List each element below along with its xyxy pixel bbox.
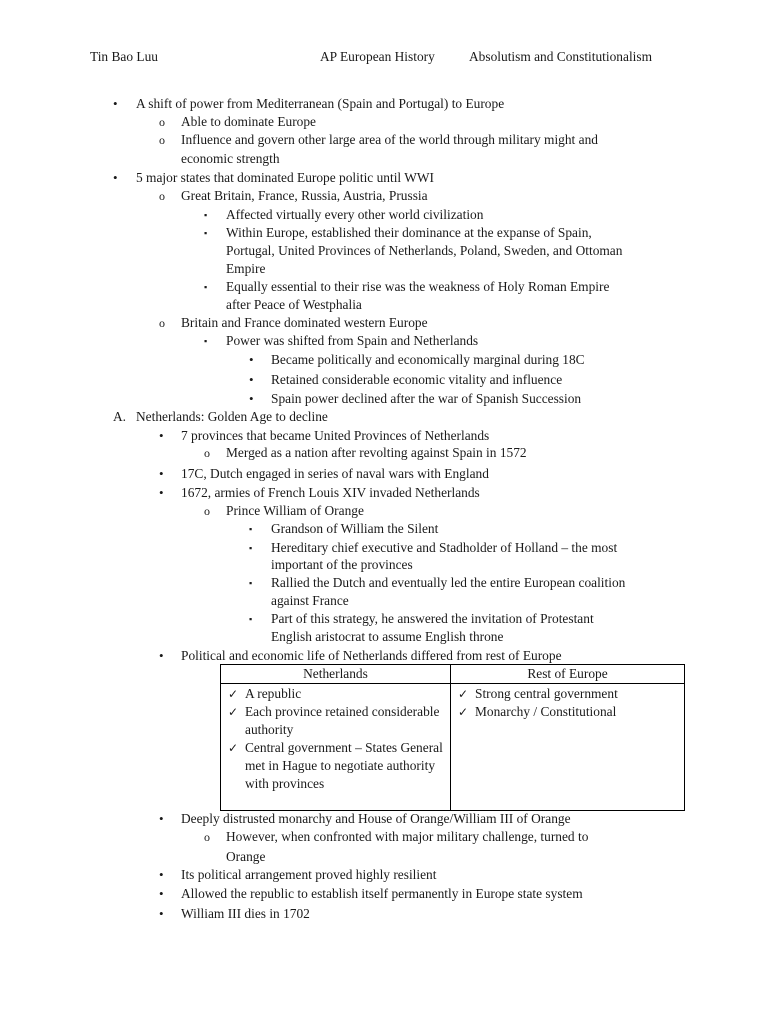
outline-item: Able to dominate Europe	[181, 114, 316, 129]
outline-item: Prince William of Orange	[226, 503, 364, 518]
outline-item: Its political arrangement proved highly resilient	[181, 867, 437, 882]
outline-item: Became politically and economically marginal during 18C	[271, 352, 585, 367]
course-name: AP European History	[320, 49, 435, 64]
table-header-rest-of-europe: Rest of Europe	[451, 665, 685, 684]
table-header-netherlands: Netherlands	[221, 665, 451, 684]
outline-item: William III dies in 1702	[181, 906, 310, 921]
bullet-marker: •	[249, 391, 254, 406]
section-label: A.	[113, 409, 127, 424]
checkmark-icon: ✓	[227, 687, 239, 701]
bullet-marker: •	[159, 906, 164, 921]
bullet-marker: •	[249, 352, 254, 367]
outline-item: Equally essential to their rise was the weakness of Holy Roman Empire	[226, 279, 610, 294]
bullet-marker: •	[113, 170, 118, 185]
outline-item: Empire	[226, 261, 266, 276]
square-marker: ▪	[249, 524, 253, 534]
outline-item: Retained considerable economic vitality and influence	[271, 372, 563, 387]
circle-marker: o	[204, 830, 210, 844]
square-marker: ▪	[204, 282, 208, 292]
comparison-table	[220, 664, 685, 811]
outline-item: Grandson of William the Silent	[271, 521, 439, 536]
bullet-marker: •	[159, 485, 164, 500]
outline-item: Within Europe, established their dominance at the expanse of Spain,	[226, 225, 592, 240]
square-marker: ▪	[204, 228, 208, 238]
bullet-marker: •	[159, 466, 164, 481]
square-marker: ▪	[249, 578, 253, 588]
checkmark-icon: ✓	[227, 705, 239, 719]
outline-item: Portugal, United Provinces of Netherlands, Poland, Sweden, and Ottoman	[226, 243, 623, 258]
outline-item: Rallied the Dutch and eventually led the entire European coalition	[271, 575, 626, 590]
checkmark-icon: ✓	[457, 705, 469, 719]
circle-marker: o	[204, 504, 210, 518]
outline-item: English aristocrat to assume English throne	[271, 629, 504, 644]
circle-marker: o	[159, 316, 165, 330]
outline-item: Deeply distrusted monarchy and House of Orange/William III of Orange	[181, 811, 571, 826]
outline-item: Part of this strategy, he answered the invitation of Protestant	[271, 611, 594, 626]
square-marker: ▪	[249, 614, 253, 624]
outline-item: Great Britain, France, Russia, Austria, Prussia	[181, 188, 428, 203]
outline-item: Orange	[226, 849, 266, 864]
list-item: ✓ A republic	[221, 685, 450, 703]
outline-item: important of the provinces	[271, 557, 413, 572]
list-item: ✓ Strong central government	[451, 685, 684, 703]
outline-item: against France	[271, 593, 349, 608]
outline-item: after Peace of Westphalia	[226, 297, 362, 312]
checkmark-icon: ✓	[227, 741, 239, 755]
list-item: ✓ Each province retained considerable authority	[221, 703, 450, 739]
bullet-marker: •	[113, 96, 118, 111]
outline-item: Affected virtually every other world civilization	[226, 207, 484, 222]
outline-item: Allowed the republic to establish itself permanently in Europe state system	[181, 886, 583, 901]
outline-item: 7 provinces that became United Provinces of Netherlands	[181, 428, 490, 443]
list-item: ✓ Monarchy / Constitutional	[451, 703, 684, 721]
square-marker: ▪	[249, 543, 253, 553]
bullet-marker: •	[159, 811, 164, 826]
outline-item: Influence and govern other large area of the world through military might and	[181, 132, 598, 147]
circle-marker: o	[159, 133, 165, 147]
list-item: ✓ Central government – States General met in Hague to negotiate authority with provinces	[221, 739, 450, 793]
section-heading: Netherlands: Golden Age to decline	[136, 409, 328, 424]
outline-item: 1672, armies of French Louis XIV invaded Netherlands	[181, 485, 480, 500]
circle-marker: o	[204, 446, 210, 460]
outline-item: A shift of power from Mediterranean (Spain and Portugal) to Europe	[136, 96, 505, 111]
bullet-marker: •	[249, 372, 254, 387]
bullet-marker: •	[159, 867, 164, 882]
outline-item: Britain and France dominated western Europe	[181, 315, 428, 330]
square-marker: ▪	[204, 210, 208, 220]
outline-item: 5 major states that dominated Europe politic until WWI	[136, 170, 434, 185]
square-marker: ▪	[204, 336, 208, 346]
circle-marker: o	[159, 115, 165, 129]
bullet-marker: •	[159, 428, 164, 443]
author-name: Tin Bao Luu	[90, 49, 158, 64]
outline-item: economic strength	[181, 151, 280, 166]
outline-item: Political and economic life of Netherlands differed from rest of Europe	[181, 648, 562, 663]
bullet-marker: •	[159, 886, 164, 901]
outline-item: Power was shifted from Spain and Netherlands	[226, 333, 479, 348]
topic-title: Absolutism and Constitutionalism	[469, 49, 653, 64]
outline-item: 17C, Dutch engaged in series of naval wars with England	[181, 466, 489, 481]
netherlands-cell	[221, 684, 451, 811]
rest-of-europe-cell	[451, 684, 685, 811]
circle-marker: o	[159, 189, 165, 203]
outline-item: However, when confronted with major military challenge, turned to	[226, 829, 589, 844]
outline-item: Hereditary chief executive and Stadholder of Holland – the most	[271, 540, 618, 555]
outline-item: Spain power declined after the war of Spanish Succession	[271, 391, 582, 406]
outline-item: Merged as a nation after revolting against Spain in 1572	[226, 445, 527, 460]
checkmark-icon: ✓	[457, 687, 469, 701]
bullet-marker: •	[159, 648, 164, 663]
